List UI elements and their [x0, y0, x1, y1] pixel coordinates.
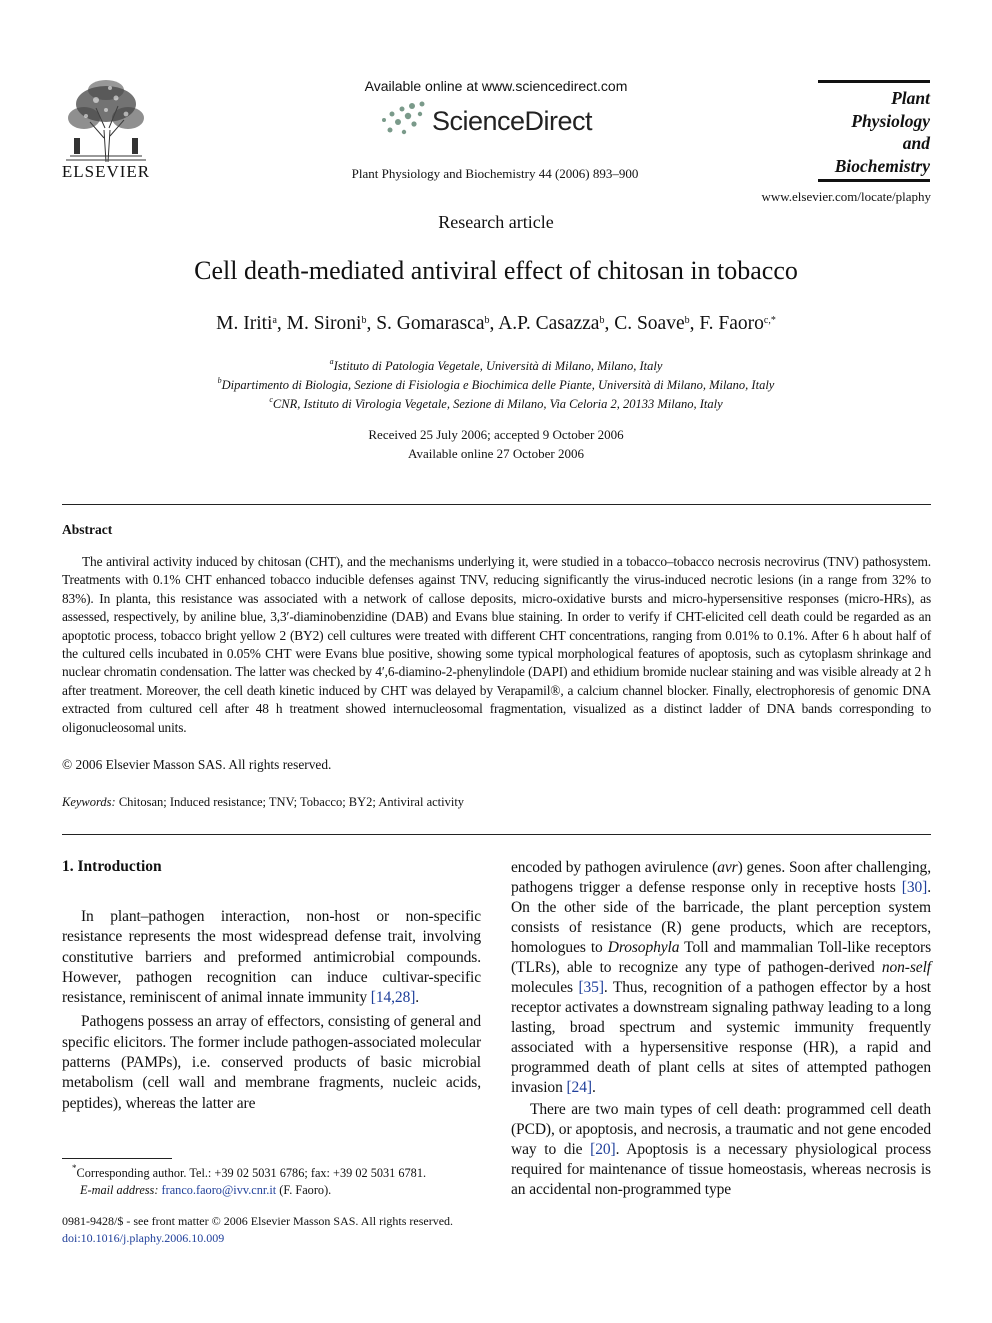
platform-name: ScienceDirect: [432, 106, 593, 136]
journal-url[interactable]: www.elsevier.com/locate/plaphy: [761, 189, 931, 204]
author-name[interactable]: S. Gomarasca: [376, 313, 485, 334]
journal-title-line: Plant: [891, 88, 930, 108]
paragraph: encoded by pathogen avirulence (avr) genes. Soon after challenging, pathogens trigger a defense response only in receptive hosts [30]. On the other side of the barricade, the plant perception system consists of resistance (R) gene products, which are receptors, homologues to Drosophyla Toll and mammalian Toll-like receptors (TLRs), able to recognize any type of pathogen-derived non-self molecules [35]. Thus, recognition of a pathogen effector by a host receptor activates a downstream signaling pathway leading to a long lasting, broad spectrum and systemic immunity frequently associated with a hypersensitive response (HR), a rapid and programmed death of plant cells at sites of attempted pathogen invasion [24].: [511, 859, 931, 1096]
affiliation-line: $^a$Istituto di Patologia Vegetale, Università di Milano, Milano, Italy: [329, 357, 663, 373]
article-dates: [0, 425, 992, 463]
citation-link[interactable]: [24]: [566, 1079, 592, 1096]
article-type: Research article: [438, 212, 554, 232]
journal-title-block: [818, 80, 930, 182]
author-name[interactable]: M. Iriti: [216, 313, 273, 334]
tree-emblem-icon: [60, 78, 152, 164]
issn-line: 0981-9428/$ - see front matter © 2006 Elsevier Masson SAS. All rights reserved.: [62, 1214, 454, 1228]
journal-title-line: and: [902, 133, 930, 153]
citation-link[interactable]: [35]: [578, 979, 604, 996]
affiliation-mark[interactable]: a: [272, 315, 277, 326]
email-note: E-mail address: franco.faoro@ivv.cnr.it (F. Faoro).: [80, 1183, 332, 1197]
affiliation-line: $^b$Dipartimento di Biologia, Sezione di Fisiologia e Biochimica delle Piante, Università di Milano, Milano, Italy: [217, 376, 775, 392]
abstract-copyright: © 2006 Elsevier Masson SAS. All rights reserved.: [62, 757, 332, 772]
affiliation-mark[interactable]: b: [599, 315, 605, 326]
affiliation-mark[interactable]: c,*: [763, 315, 776, 326]
journal-citation: Plant Physiology and Biochemistry 44 (2006) 893–900: [351, 166, 639, 181]
right-column: [511, 858, 931, 1200]
received-date: Received 25 July 2006; accepted 9 October 2006: [368, 427, 624, 442]
section-heading: 1. Introduction: [62, 858, 162, 875]
citation-link[interactable]: [14,28]: [370, 989, 416, 1007]
corresponding-author-note: *Corresponding author. Tel.: +39 02 5031 6786; fax: +39 02 5031 6781.: [72, 1163, 427, 1180]
author-name[interactable]: F. Faoro: [699, 313, 764, 334]
citation-link[interactable]: [30]: [901, 879, 928, 896]
author-name[interactable]: A.P. Casazza: [498, 313, 600, 334]
keywords-label: Keywords:: [62, 795, 116, 809]
abstract-heading: Abstract: [62, 522, 113, 537]
footnote: [62, 1165, 502, 1199]
author-name[interactable]: M. Sironi: [286, 313, 362, 334]
sciencedirect-logo: [378, 100, 618, 140]
divider-line: [62, 834, 931, 835]
journal-title-line: Physiology: [851, 110, 930, 131]
author-list: M. Iriti$^a$, M. Sironi$^b$, S. Gomarasca$^b$, A.P. Casazza$^b$, C. Soave$^b$, F. Faoro$^{c,*}$: [216, 313, 776, 334]
left-column: [62, 907, 481, 1114]
paragraph: In plant–pathogen interaction, non-host or non-specific resistance represents the most widespread defense trait, involving constitutive barriers and preformed antimicrobial compounds. However, pathogen recognition can induce cultivar-specific resistance, reminiscent of animal innate immunity [14,28].: [62, 908, 481, 1007]
doi-link[interactable]: doi:10.1016/j.plaphy.2006.10.009: [62, 1231, 225, 1245]
email-link[interactable]: franco.faoro@ivv.cnr.it: [161, 1183, 277, 1197]
article-title: Cell death-mediated antiviral effect of chitosan in tobacco: [194, 256, 798, 285]
author-name[interactable]: C. Soave: [614, 313, 685, 334]
publisher-logo: [60, 78, 152, 182]
divider-line: [62, 504, 931, 505]
keywords-line: [62, 795, 464, 810]
publisher-name: ELSEVIER: [61, 162, 151, 181]
affiliation-mark[interactable]: b: [484, 315, 490, 326]
affiliations: [0, 357, 992, 414]
abstract-text: The antiviral activity induced by chitosan (CHT), and the mechanisms underlying it, were studied in a tobacco–tobacco necrosis necrovirus (TNV) pathosystem. Treatments with 0.1% CHT enhanced tobacco inducible defenses against TNV, reducing significantly the virus-induced necrotic lesions (in a range from 32% to 83%). In planta, this resistance was associated with a network of callose deposits, micro-oxidative bursts and micro-hypersensitive responses (micro-HRs), as assessed, respectively, by aniline blue, 3,3′-diaminobenzidine (DAB) and Evans blue staining. In order to verify if CHT-elicited cell death could be regarded as an apoptotic process, tobacco bright yellow 2 (BY2) cell cultures were treated with different CHT concentrations, ranging from 0.01% to 0.1%. After 6 h about half of the cultured cells incubated in 0.05% CHT were Evans blue positive, showing some typical morphological features of apoptosis, such as cytoplasm shrinkage and nuclear chromatin condensation. The latter was checked by 4′,6-diamino-2-phenylindole (DAPI) and ethidium bromide nuclear staining and was visible already at 2 h after treatment. Moreover, the cell death kinetic induced by CHT was delayed by Verapamil®, a calcium channel blocker. Finally, electrophoresis of genomic DNA extracted from cultured cell after 48 h treatment showed internucleosomal fragmentation, visualized as a distinct ladder of DNA bands corresponding to oligonucleosomal units.: [62, 554, 931, 735]
affiliation-mark[interactable]: b: [684, 315, 690, 326]
affiliation-mark[interactable]: b: [361, 315, 367, 326]
available-online-text: Available online at www.sciencedirect.com: [364, 78, 628, 94]
affiliation-line: $^c$CNR, Istituto di Virologia Vegetale, Sezione di Milano, Via Celoria 2, 20133 Milano, Italy: [269, 395, 723, 411]
keywords-list: Chitosan; Induced resistance; TNV; Tobacco; BY2; Antiviral activity: [118, 795, 465, 809]
footer: [62, 1213, 453, 1247]
footnote-rule: [62, 1158, 172, 1159]
dots-logo-icon: [378, 100, 428, 138]
journal-title-line: Biochemistry: [834, 155, 930, 176]
online-date: Available online 27 October 2006: [408, 446, 584, 461]
citation-link[interactable]: [20]: [590, 1141, 616, 1158]
paragraph: There are two main types of cell death: programmed cell death (PCD), or apoptosis, and necrosis, a traumatic and not gene encoded way to die [20]. Apoptosis is a necessary physiological process required for maintenance of tissue homeostasis, whereas necrosis is an accidental non-programmed type: [511, 1101, 932, 1198]
paragraph: Pathogens possess an array of effectors, consisting of general and specific elicitors. The former include pathogen-associated molecular patterns (PAMPs), i.e. conserved products of basic microbial metabolism (cell wall and membrane fragments, nucleic acids, peptides), whereas the latter are: [62, 1013, 481, 1112]
